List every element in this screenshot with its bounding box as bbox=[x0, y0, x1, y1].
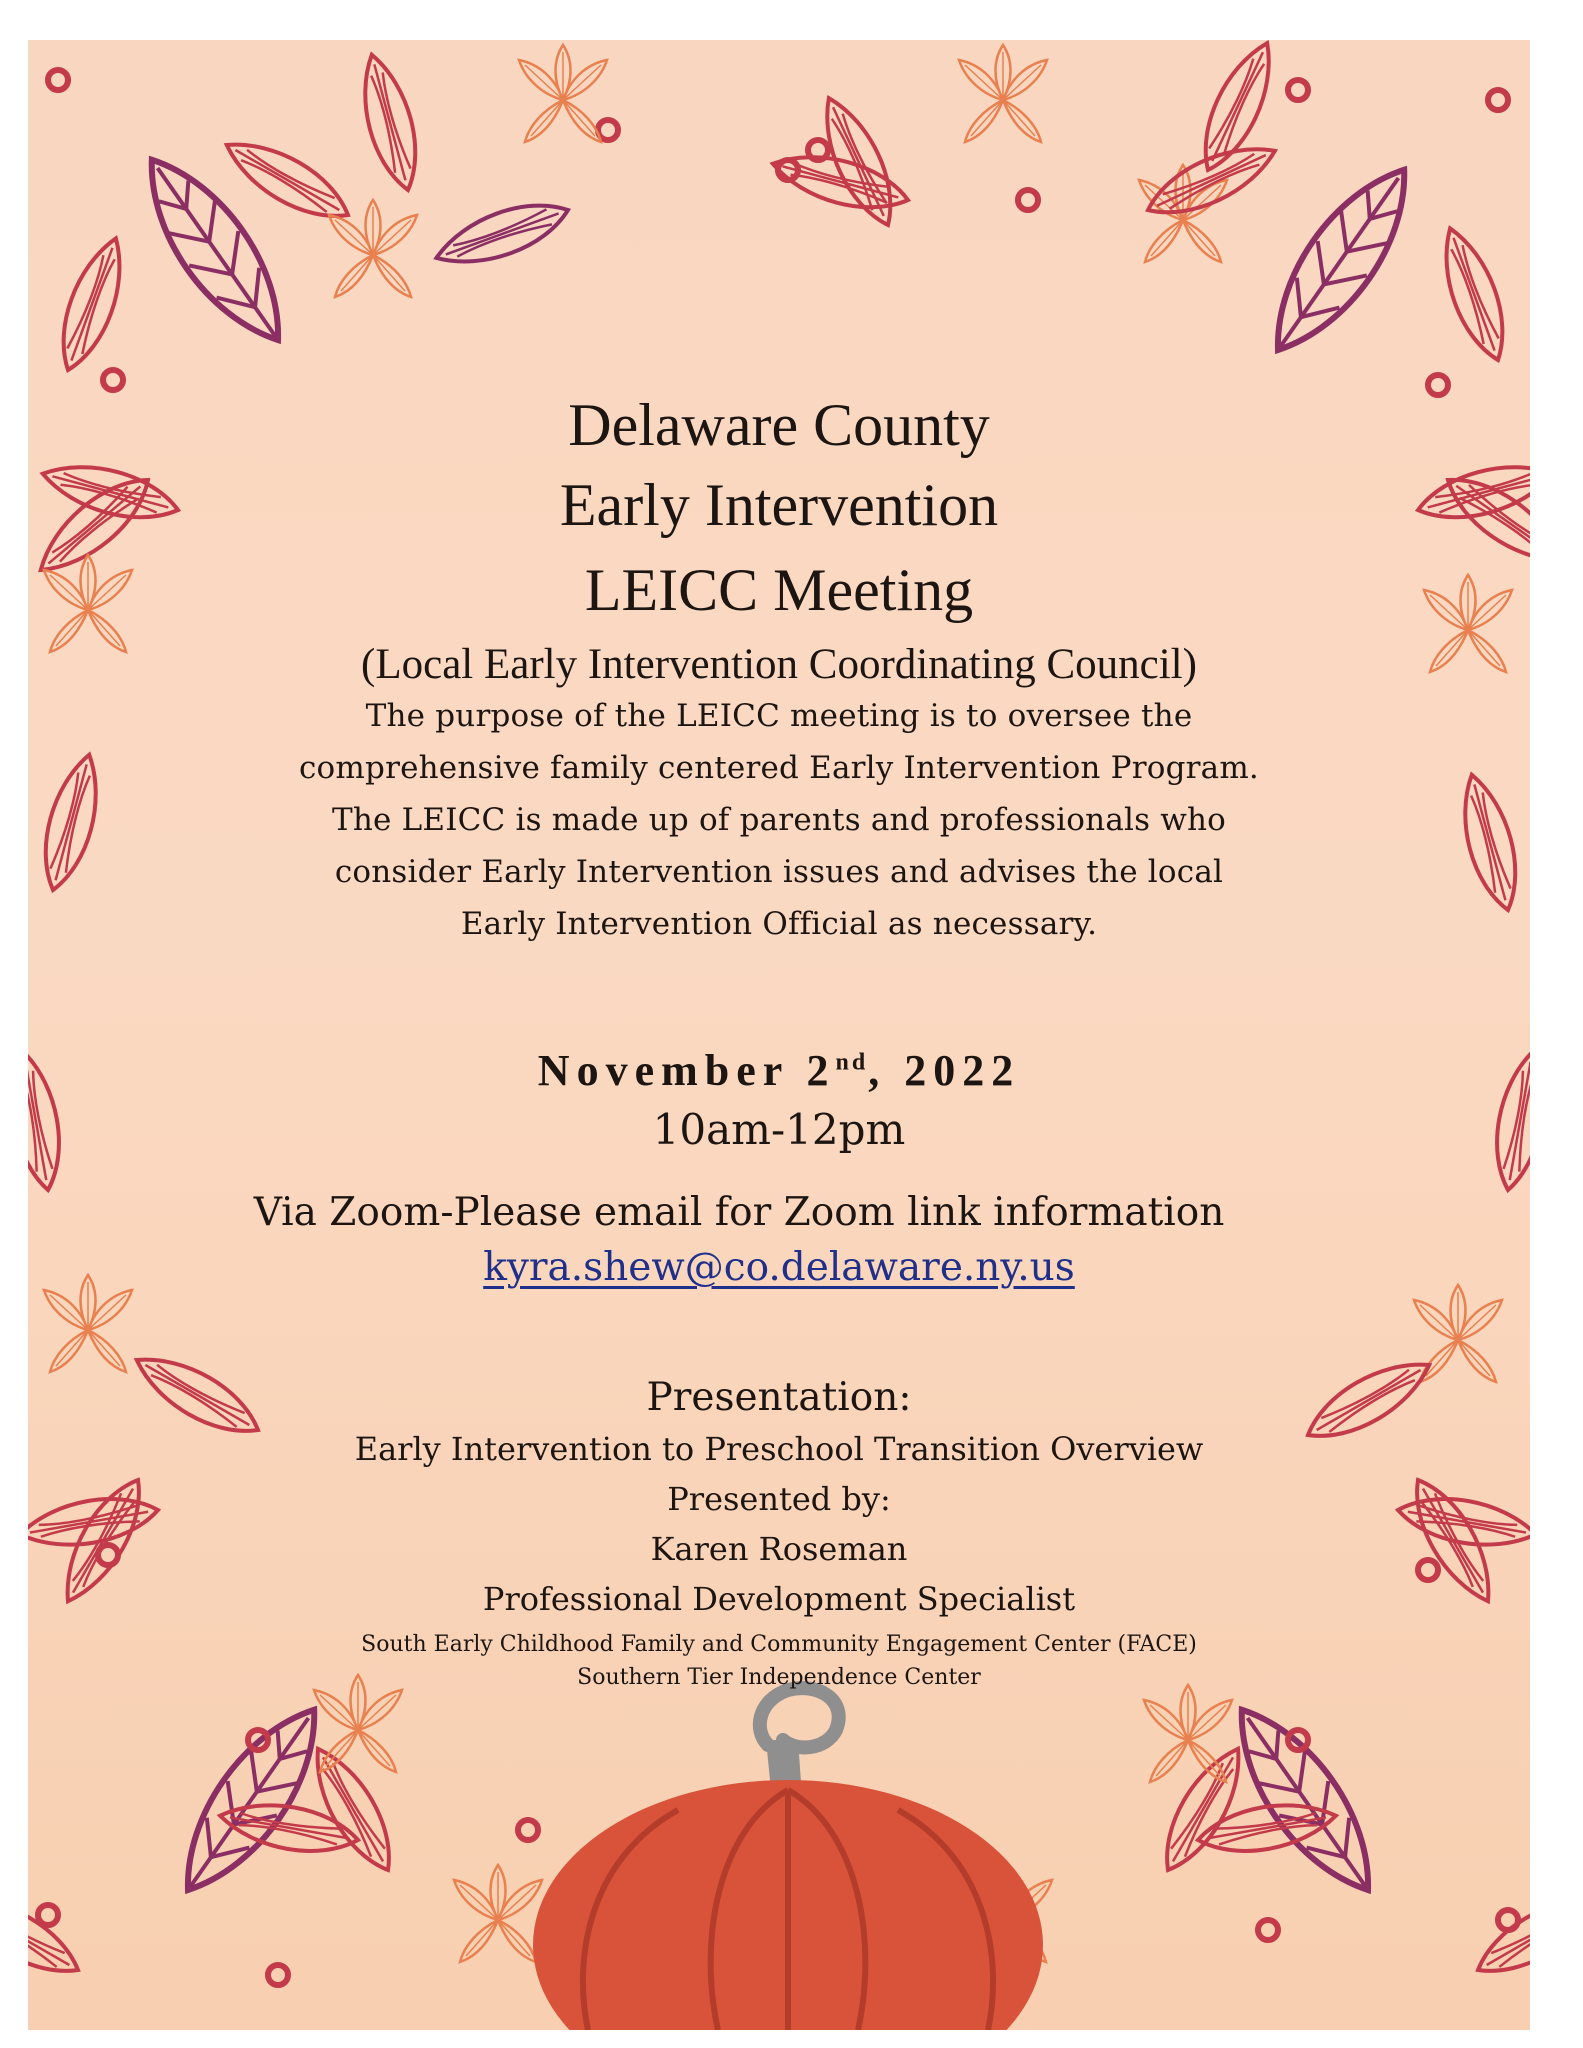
presenter-name: Karen Roseman bbox=[650, 1530, 908, 1568]
subtitle: (Local Early Intervention Coordinating Council) bbox=[361, 641, 1197, 688]
presenter-role: Professional Development Specialist bbox=[482, 1580, 1076, 1618]
presented-by-label: Presented by: bbox=[667, 1480, 891, 1518]
autumn-leaf-border bbox=[28, 40, 1530, 2030]
title-line-3: LEICC Meeting bbox=[584, 557, 974, 623]
presenter-organization: South Early Childhood Family and Community Engagement Center (FACE) bbox=[361, 1632, 1197, 1657]
date-year: , 2022 bbox=[868, 1046, 1021, 1095]
description-line: The LEICC is made up of parents and professionals who bbox=[331, 802, 1227, 838]
description-line: The purpose of the LEICC meeting is to oversee the bbox=[365, 698, 1193, 734]
title-line-2: Early Intervention bbox=[559, 472, 999, 538]
presentation-heading: Presentation: bbox=[646, 1375, 912, 1420]
description-line: Early Intervention Official as necessary. bbox=[460, 906, 1098, 942]
email-container bbox=[28, 1245, 1530, 1290]
meeting-time: 10am-12pm bbox=[652, 1105, 906, 1154]
presentation-topic: Early Intervention to Preschool Transition Overview bbox=[354, 1430, 1204, 1468]
email-link[interactable]: kyra.shew@co.delaware.ny.us bbox=[483, 1245, 1075, 1290]
flyer bbox=[28, 40, 1530, 2030]
title-line-1: Delaware County bbox=[568, 392, 990, 458]
meeting-date bbox=[28, 1045, 1530, 1096]
date-month-day: November 2 bbox=[537, 1046, 836, 1095]
description-line: comprehensive family centered Early Intervention Program. bbox=[299, 750, 1259, 786]
zoom-note: Via Zoom-Please email for Zoom link information bbox=[253, 1190, 1225, 1235]
description-line: consider Early Intervention issues and advises the local bbox=[334, 854, 1224, 890]
presenter-affiliation: Southern Tier Independence Center bbox=[577, 1665, 981, 1690]
pumpkin-illustration bbox=[533, 1688, 1043, 2030]
date-suffix: nd bbox=[835, 1049, 869, 1076]
